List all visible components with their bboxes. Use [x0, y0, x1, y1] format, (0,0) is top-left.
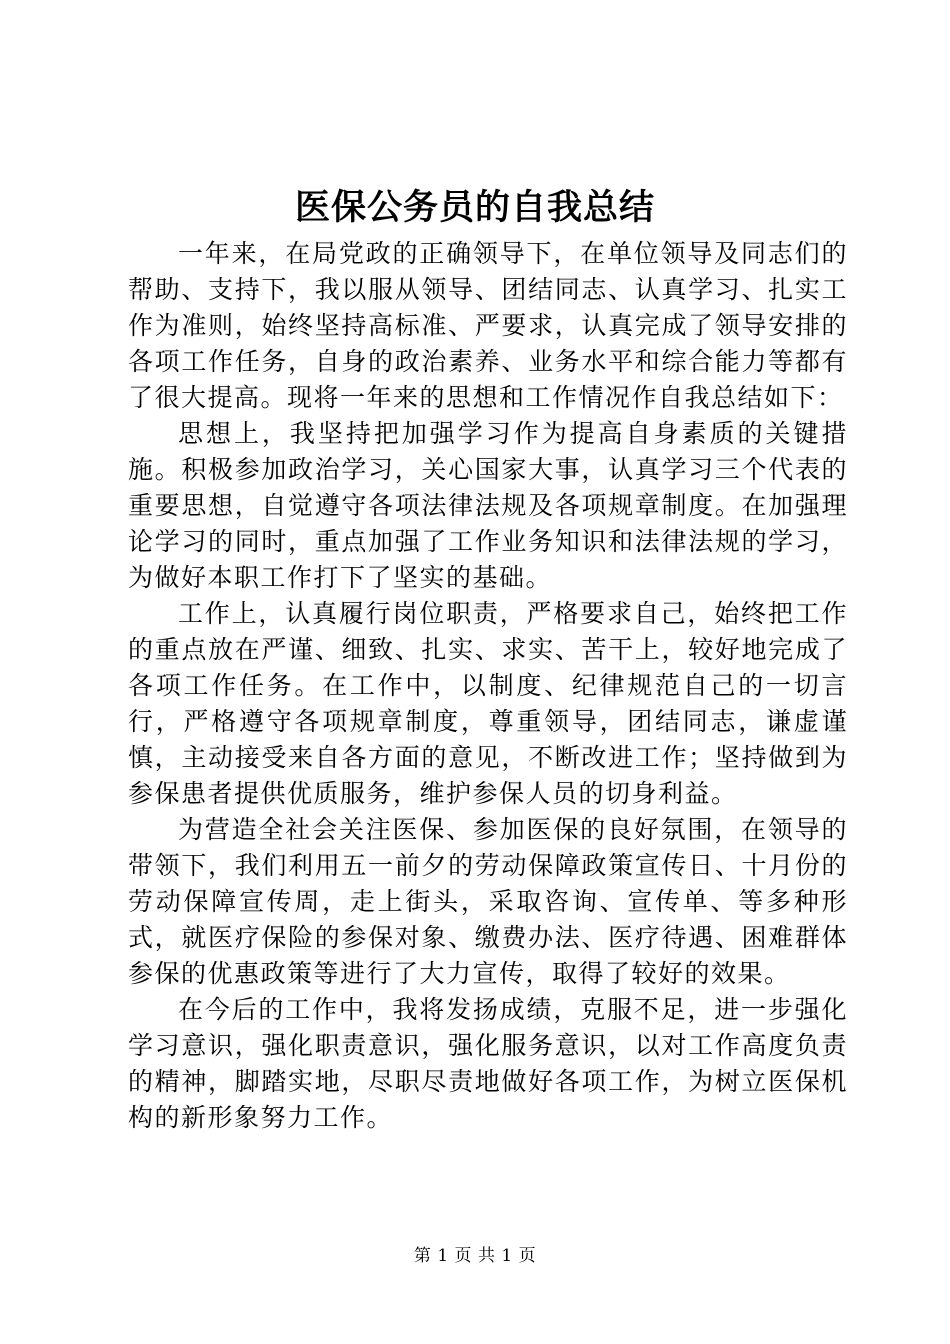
paragraph-work: 工作上，认真履行岗位职责，严格要求自己，始终把工作的重点放在严谨、细致、扎实、求实、苦干上，较好地完成了各项工作任务。在工作中，以制度、纪律规范自己的一切言行，严格遵守各项规章制度，尊重领导，团结同志，谦虚谨慎，主动接受来自各方面的意见，不断改进工作；坚持做到为参保患者提供优质服务，维护参保人员的切身利益。: [128, 599, 848, 808]
paragraph-future: 在今后的工作中，我将发扬成绩，克服不足，进一步强化学习意识，强化职责意识，强化服务意识，以对工作高度负责的精神，脚踏实地，尽职尽责地做好各项工作，为树立医保机构的新形象努力工作。: [128, 995, 848, 1132]
paragraph-thought: 思想上，我坚持把加强学习作为提高自身素质的关键措施。积极参加政治学习，关心国家大事，认真学习三个代表的重要思想，自觉遵守各项法律法规及各项规章制度。在加强理论学习的同时，重点加强了工作业务知识和法律法规的学习，为做好本职工作打下了坚实的基础。: [128, 419, 848, 592]
document-body: [128, 236, 848, 1136]
page-number-footer: 第 1 页 共 1 页: [413, 1246, 537, 1266]
paragraph-publicity: 为营造全社会关注医保、参加医保的良好氛围，在领导的带领下，我们利用五一前夕的劳动保障政策宣传日、十月份的劳动保障宣传周，走上街头，采取咨询、宣传单、等多种形式，就医疗保险的参保对象、缴费办法、医疗待遇、困难群体参保的优惠政策等进行了大力宣传，取得了较好的效果。: [128, 815, 848, 988]
paragraph-intro: 一年来，在局党政的正确领导下，在单位领导及同志们的帮助、支持下，我以服从领导、团结同志、认真学习、扎实工作为准则，始终坚持高标准、严要求，认真完成了领导安排的各项工作任务，自身的政治素养、业务水平和综合能力等都有了很大提高。现将一年来的思想和工作情况作自我总结如下：: [128, 239, 848, 412]
document-title: 医保公务员的自我总结: [294, 187, 655, 228]
